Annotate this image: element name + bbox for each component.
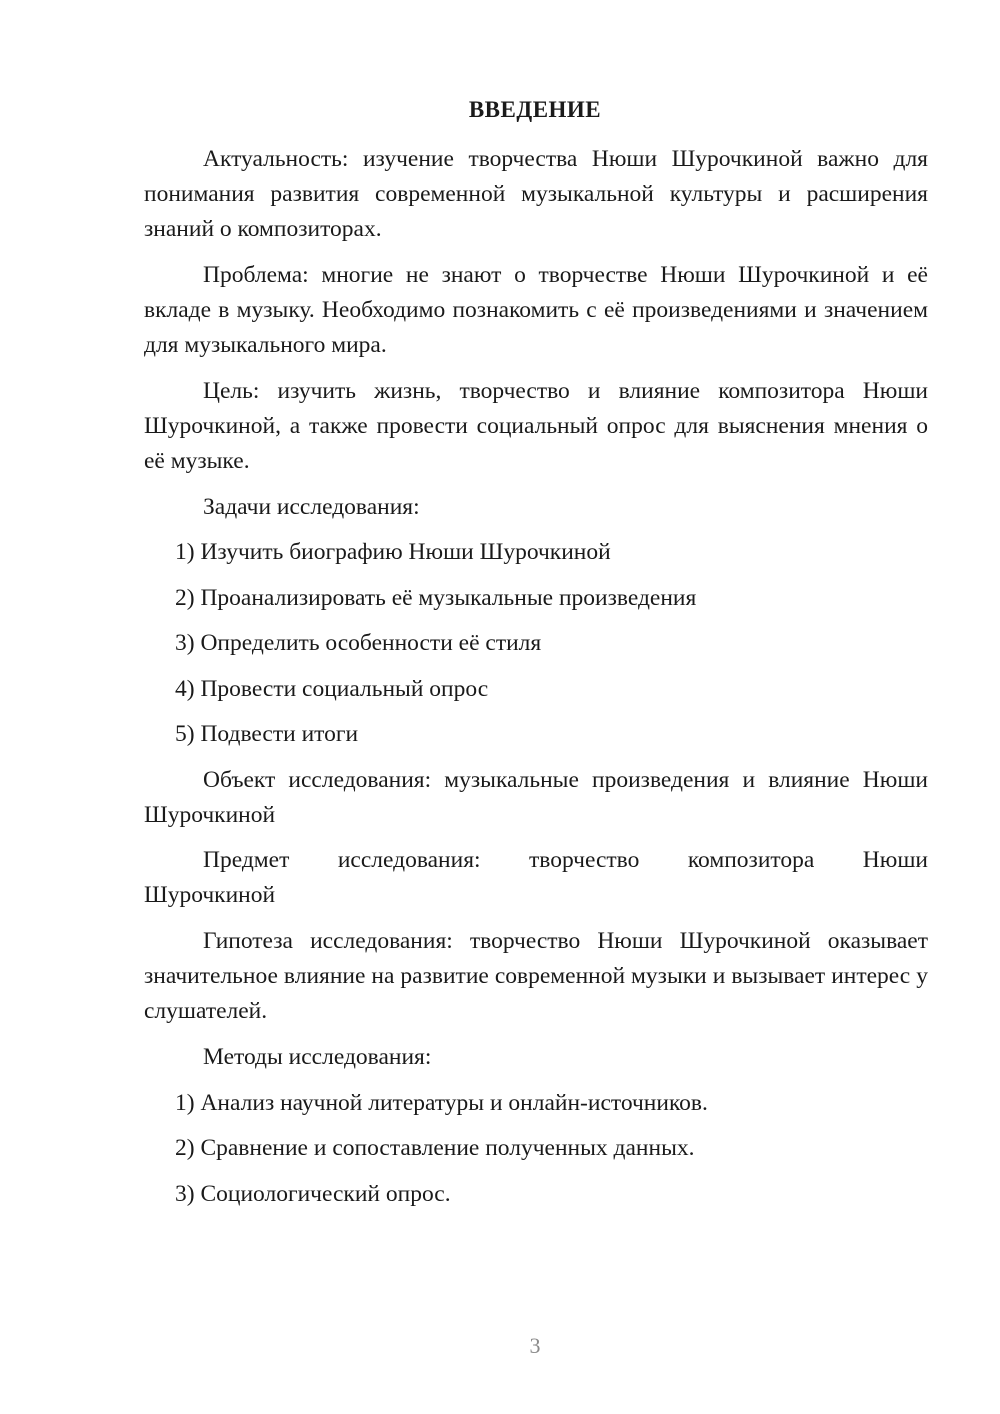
methods-heading: Методы исследования: bbox=[203, 1044, 432, 1070]
goal-paragraph: Цель: изучить жизнь, творчество и влияние композитора Нюши Шурочкиной, а также провести социальный опрос для выяснения мнения о её музыке. bbox=[144, 378, 928, 474]
section-title: ВВЕДЕНИЕ bbox=[468, 97, 602, 122]
object-paragraph: Объект исследования: музыкальные произведения и влияние Нюши Шурочкиной bbox=[144, 767, 928, 828]
relevance-paragraph: Актуальность: изучение творчества Нюши Шурочкиной важно для понимания развития современной музыкальной культуры и расширения знаний о композиторах. bbox=[144, 146, 928, 242]
task-item: 2) Проанализировать её музыкальные произведения bbox=[175, 585, 697, 611]
method-item: 3) Социологический опрос. bbox=[175, 1181, 451, 1207]
hypothesis-paragraph: Гипотеза исследования: творчество Нюши Шурочкиной оказывает значительное влияние на развитие современной музыки и вызывает интерес у слушателей. bbox=[144, 928, 928, 1024]
tasks-heading: Задачи исследования: bbox=[203, 494, 420, 520]
problem-paragraph: Проблема: многие не знают о творчестве Нюши Шурочкиной и её вкладе в музыку. Необходимо познакомить с её произведениями и значением для музыкального мира. bbox=[144, 262, 928, 358]
task-item: 3) Определить особенности её стиля bbox=[175, 630, 542, 656]
task-item: 1) Изучить биографию Нюши Шурочкиной bbox=[175, 539, 611, 565]
subject-paragraph: Предмет исследования: творчество композитора Нюши Шурочкиной bbox=[144, 847, 928, 908]
method-item: 1) Анализ научной литературы и онлайн-источников. bbox=[175, 1090, 708, 1116]
page-number: 3 bbox=[529, 1333, 541, 1358]
task-item: 4) Провести социальный опрос bbox=[175, 676, 489, 702]
method-item: 2) Сравнение и сопоставление полученных данных. bbox=[175, 1135, 695, 1161]
task-item: 5) Подвести итоги bbox=[175, 721, 359, 747]
